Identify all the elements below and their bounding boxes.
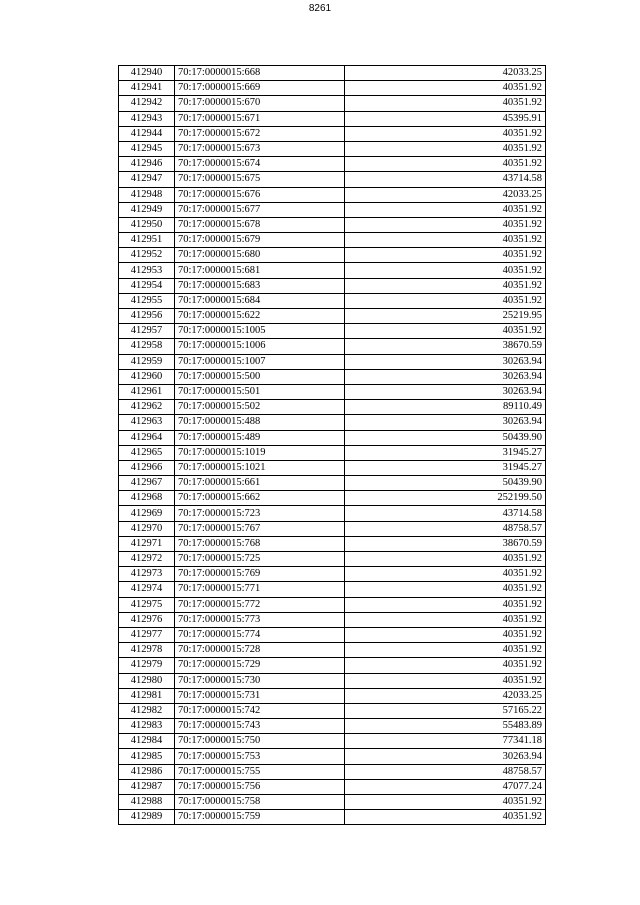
cadastral-number-cell: 70:17:0000015:742 <box>175 703 345 718</box>
cadastral-number-cell: 70:17:0000015:675 <box>175 172 345 187</box>
table-row <box>119 536 546 551</box>
table-row <box>119 400 546 415</box>
table-row <box>119 339 546 354</box>
table-row <box>119 445 546 460</box>
row-id-cell: 412947 <box>119 172 175 187</box>
cadastral-number-cell: 70:17:0000015:730 <box>175 673 345 688</box>
row-id-cell: 412954 <box>119 278 175 293</box>
cadastral-number-cell: 70:17:0000015:676 <box>175 187 345 202</box>
row-id-cell: 412959 <box>119 354 175 369</box>
value-cell: 40351.92 <box>345 293 546 308</box>
table-row <box>119 202 546 217</box>
table-row <box>119 567 546 582</box>
row-id-cell: 412963 <box>119 415 175 430</box>
value-cell: 45395.91 <box>345 111 546 126</box>
table-row <box>119 627 546 642</box>
row-id-cell: 412940 <box>119 66 175 81</box>
cadastral-number-cell: 70:17:0000015:674 <box>175 157 345 172</box>
row-id-cell: 412953 <box>119 263 175 278</box>
value-cell: 47077.24 <box>345 779 546 794</box>
row-id-cell: 412957 <box>119 324 175 339</box>
row-id-cell: 412946 <box>119 157 175 172</box>
row-id-cell: 412986 <box>119 764 175 779</box>
cadastral-number-cell: 70:17:0000015:668 <box>175 66 345 81</box>
cadastral-number-cell: 70:17:0000015:1005 <box>175 324 345 339</box>
table-row <box>119 233 546 248</box>
cadastral-number-cell: 70:17:0000015:679 <box>175 233 345 248</box>
table-row <box>119 612 546 627</box>
row-id-cell: 412961 <box>119 384 175 399</box>
cadastral-number-cell: 70:17:0000015:728 <box>175 643 345 658</box>
row-id-cell: 412966 <box>119 460 175 475</box>
table-row <box>119 66 546 81</box>
value-cell: 55483.89 <box>345 719 546 734</box>
value-cell: 31945.27 <box>345 445 546 460</box>
table-row <box>119 795 546 810</box>
cadastral-number-cell: 70:17:0000015:773 <box>175 612 345 627</box>
value-cell: 40351.92 <box>345 643 546 658</box>
cadastral-number-cell: 70:17:0000015:729 <box>175 658 345 673</box>
value-cell: 42033.25 <box>345 66 546 81</box>
cadastral-number-cell: 70:17:0000015:680 <box>175 248 345 263</box>
value-cell: 50439.90 <box>345 476 546 491</box>
table-row <box>119 324 546 339</box>
cadastral-number-cell: 70:17:0000015:670 <box>175 96 345 111</box>
table-row <box>119 552 546 567</box>
cadastral-number-cell: 70:17:0000015:488 <box>175 415 345 430</box>
value-cell: 38670.59 <box>345 339 546 354</box>
table-row <box>119 126 546 141</box>
table-row <box>119 172 546 187</box>
cadastral-number-cell: 70:17:0000015:753 <box>175 749 345 764</box>
cadastral-number-cell: 70:17:0000015:1019 <box>175 445 345 460</box>
cadastral-number-cell: 70:17:0000015:661 <box>175 476 345 491</box>
value-cell: 40351.92 <box>345 627 546 642</box>
row-id-cell: 412941 <box>119 81 175 96</box>
row-id-cell: 412969 <box>119 506 175 521</box>
cadastral-number-cell: 70:17:0000015:684 <box>175 293 345 308</box>
value-cell: 40351.92 <box>345 582 546 597</box>
table-row <box>119 157 546 172</box>
value-cell: 40351.92 <box>345 612 546 627</box>
value-cell: 40351.92 <box>345 795 546 810</box>
cadastral-number-cell: 70:17:0000015:681 <box>175 263 345 278</box>
table-row <box>119 415 546 430</box>
value-cell: 30263.94 <box>345 369 546 384</box>
cadastral-number-cell: 70:17:0000015:769 <box>175 567 345 582</box>
table-row <box>119 369 546 384</box>
cadastral-number-cell: 70:17:0000015:501 <box>175 384 345 399</box>
table-row <box>119 384 546 399</box>
value-cell: 40351.92 <box>345 597 546 612</box>
cadastral-number-cell: 70:17:0000015:772 <box>175 597 345 612</box>
value-cell: 40351.92 <box>345 202 546 217</box>
cadastral-number-cell: 70:17:0000015:683 <box>175 278 345 293</box>
cadastral-number-cell: 70:17:0000015:750 <box>175 734 345 749</box>
table-row <box>119 810 546 825</box>
row-id-cell: 412949 <box>119 202 175 217</box>
table-row <box>119 506 546 521</box>
cadastral-number-cell: 70:17:0000015:768 <box>175 536 345 551</box>
row-id-cell: 412976 <box>119 612 175 627</box>
value-cell: 42033.25 <box>345 688 546 703</box>
cadastral-number-cell: 70:17:0000015:755 <box>175 764 345 779</box>
table-row <box>119 673 546 688</box>
row-id-cell: 412956 <box>119 309 175 324</box>
table-row <box>119 187 546 202</box>
row-id-cell: 412964 <box>119 430 175 445</box>
row-id-cell: 412981 <box>119 688 175 703</box>
table-row <box>119 96 546 111</box>
value-cell: 25219.95 <box>345 309 546 324</box>
value-cell: 42033.25 <box>345 187 546 202</box>
row-id-cell: 412958 <box>119 339 175 354</box>
cadastral-number-cell: 70:17:0000015:759 <box>175 810 345 825</box>
table-row <box>119 430 546 445</box>
table-row <box>119 476 546 491</box>
row-id-cell: 412971 <box>119 536 175 551</box>
table-row <box>119 354 546 369</box>
row-id-cell: 412967 <box>119 476 175 491</box>
value-cell: 40351.92 <box>345 96 546 111</box>
row-id-cell: 412951 <box>119 233 175 248</box>
value-cell: 38670.59 <box>345 536 546 551</box>
value-cell: 40351.92 <box>345 658 546 673</box>
value-cell: 40351.92 <box>345 81 546 96</box>
value-cell: 43714.58 <box>345 172 546 187</box>
table-row <box>119 81 546 96</box>
row-id-cell: 412962 <box>119 400 175 415</box>
cadastral-number-cell: 70:17:0000015:771 <box>175 582 345 597</box>
table-row <box>119 643 546 658</box>
value-cell: 40351.92 <box>345 141 546 156</box>
value-cell: 40351.92 <box>345 810 546 825</box>
row-id-cell: 412973 <box>119 567 175 582</box>
value-cell: 40351.92 <box>345 263 546 278</box>
value-cell: 50439.90 <box>345 430 546 445</box>
cadastral-number-cell: 70:17:0000015:678 <box>175 217 345 232</box>
cadastral-number-cell: 70:17:0000015:743 <box>175 719 345 734</box>
cadastral-number-cell: 70:17:0000015:723 <box>175 506 345 521</box>
row-id-cell: 412987 <box>119 779 175 794</box>
cadastral-number-cell: 70:17:0000015:489 <box>175 430 345 445</box>
table-row <box>119 309 546 324</box>
table-row <box>119 460 546 475</box>
table-row <box>119 263 546 278</box>
table-row <box>119 779 546 794</box>
table-row <box>119 141 546 156</box>
table-row <box>119 597 546 612</box>
cadastral-number-cell: 70:17:0000015:756 <box>175 779 345 794</box>
value-cell: 30263.94 <box>345 415 546 430</box>
table-row <box>119 293 546 308</box>
row-id-cell: 412970 <box>119 521 175 536</box>
value-cell: 40351.92 <box>345 248 546 263</box>
table-row <box>119 719 546 734</box>
value-cell: 40351.92 <box>345 157 546 172</box>
row-id-cell: 412952 <box>119 248 175 263</box>
value-cell: 40351.92 <box>345 217 546 232</box>
row-id-cell: 412988 <box>119 795 175 810</box>
value-cell: 48758.57 <box>345 521 546 536</box>
cadastral-number-cell: 70:17:0000015:672 <box>175 126 345 141</box>
cadastral-number-cell: 70:17:0000015:1007 <box>175 354 345 369</box>
value-cell: 77341.18 <box>345 734 546 749</box>
cadastral-number-cell: 70:17:0000015:1006 <box>175 339 345 354</box>
table-row <box>119 658 546 673</box>
table-row <box>119 521 546 536</box>
row-id-cell: 412989 <box>119 810 175 825</box>
value-cell: 57165.22 <box>345 703 546 718</box>
row-id-cell: 412974 <box>119 582 175 597</box>
cadastral-number-cell: 70:17:0000015:662 <box>175 491 345 506</box>
cadastral-number-cell: 70:17:0000015:669 <box>175 81 345 96</box>
table-row <box>119 764 546 779</box>
table-row <box>119 278 546 293</box>
cadastral-number-cell: 70:17:0000015:677 <box>175 202 345 217</box>
table-row <box>119 111 546 126</box>
row-id-cell: 412950 <box>119 217 175 232</box>
value-cell: 30263.94 <box>345 384 546 399</box>
row-id-cell: 412980 <box>119 673 175 688</box>
row-id-cell: 412978 <box>119 643 175 658</box>
table-row <box>119 703 546 718</box>
row-id-cell: 412955 <box>119 293 175 308</box>
value-cell: 31945.27 <box>345 460 546 475</box>
value-cell: 40351.92 <box>345 673 546 688</box>
cadastral-number-cell: 70:17:0000015:731 <box>175 688 345 703</box>
row-id-cell: 412945 <box>119 141 175 156</box>
cadastral-number-cell: 70:17:0000015:758 <box>175 795 345 810</box>
row-id-cell: 412944 <box>119 126 175 141</box>
row-id-cell: 412960 <box>119 369 175 384</box>
table-body <box>119 66 546 825</box>
cadastral-number-cell: 70:17:0000015:500 <box>175 369 345 384</box>
row-id-cell: 412972 <box>119 552 175 567</box>
value-cell: 40351.92 <box>345 567 546 582</box>
cadastral-number-cell: 70:17:0000015:502 <box>175 400 345 415</box>
cadastral-number-cell: 70:17:0000015:622 <box>175 309 345 324</box>
row-id-cell: 412982 <box>119 703 175 718</box>
table-row <box>119 217 546 232</box>
row-id-cell: 412984 <box>119 734 175 749</box>
row-id-cell: 412942 <box>119 96 175 111</box>
cadastral-number-cell: 70:17:0000015:767 <box>175 521 345 536</box>
row-id-cell: 412968 <box>119 491 175 506</box>
table-row <box>119 688 546 703</box>
row-id-cell: 412943 <box>119 111 175 126</box>
value-cell: 40351.92 <box>345 233 546 248</box>
value-cell: 40351.92 <box>345 126 546 141</box>
table-row <box>119 734 546 749</box>
cadastral-number-cell: 70:17:0000015:671 <box>175 111 345 126</box>
value-cell: 48758.57 <box>345 764 546 779</box>
value-cell: 89110.49 <box>345 400 546 415</box>
cadastral-number-cell: 70:17:0000015:774 <box>175 627 345 642</box>
value-cell: 30263.94 <box>345 749 546 764</box>
table-row <box>119 582 546 597</box>
value-cell: 30263.94 <box>345 354 546 369</box>
cadastral-value-table <box>118 65 546 825</box>
value-cell: 40351.92 <box>345 278 546 293</box>
table-row <box>119 248 546 263</box>
value-cell: 43714.58 <box>345 506 546 521</box>
table-row <box>119 491 546 506</box>
cadastral-number-cell: 70:17:0000015:1021 <box>175 460 345 475</box>
page-number: 8261 <box>308 3 332 14</box>
row-id-cell: 412948 <box>119 187 175 202</box>
row-id-cell: 412975 <box>119 597 175 612</box>
value-cell: 252199.50 <box>345 491 546 506</box>
value-cell: 40351.92 <box>345 324 546 339</box>
table-row <box>119 749 546 764</box>
row-id-cell: 412977 <box>119 627 175 642</box>
row-id-cell: 412979 <box>119 658 175 673</box>
cadastral-number-cell: 70:17:0000015:725 <box>175 552 345 567</box>
row-id-cell: 412983 <box>119 719 175 734</box>
row-id-cell: 412965 <box>119 445 175 460</box>
row-id-cell: 412985 <box>119 749 175 764</box>
cadastral-number-cell: 70:17:0000015:673 <box>175 141 345 156</box>
value-cell: 40351.92 <box>345 552 546 567</box>
